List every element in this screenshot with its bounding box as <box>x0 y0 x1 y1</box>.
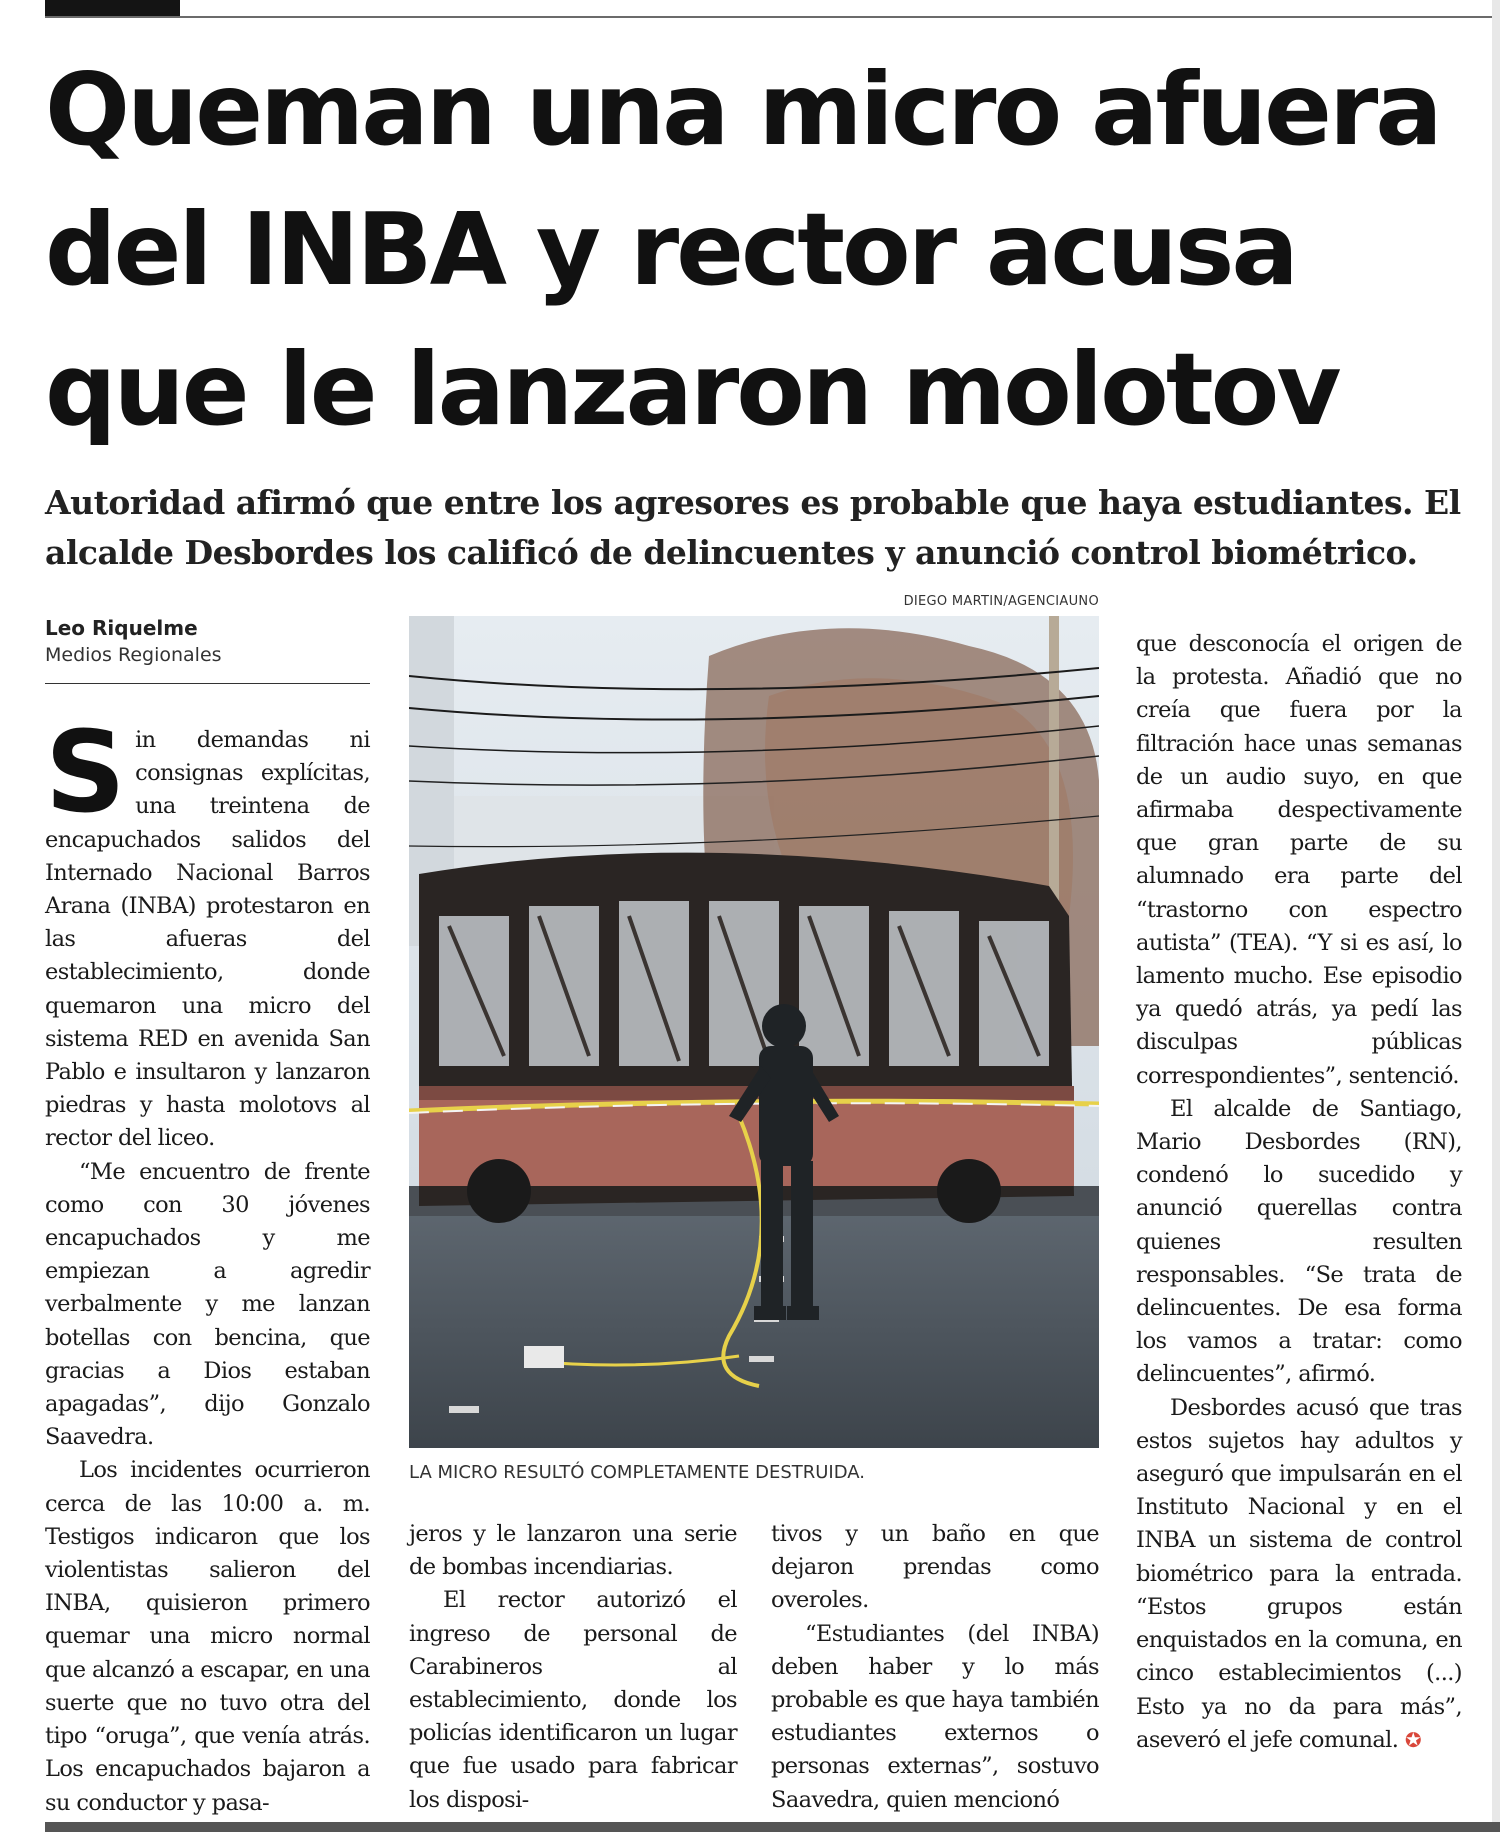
article-column-1 <box>45 708 370 1820</box>
article-paragraph: Los incidentes ocurrieron cerca de las 10:00 a. m. Testigos indicaron que los violentistas salieron del INBA, quisieron primero quemar una micro normal que alcanzó a escapar, en una suerte que no tuvo otra del tipo “oruga”, que venía atrás. Los encapuchados bajaron a su conductor y pasa- <box>45 1457 370 1816</box>
article-column-4 <box>1136 628 1462 1757</box>
article-paragraph: “Me encuentro de frente como con 30 jóvenes encapuchados y me empiezan a agredir verbalmente y me lanzan botellas con bencina, que gracias a Dios estaban apagadas”, dijo Gonzalo Saavedra. <box>45 1158 370 1451</box>
subheadline: Autoridad afirmó que entre los agresores es probable que haya estudiantes. El alcalde Desbordes los calificó de delincuentes y anunció control biométrico. <box>45 483 1461 572</box>
article-paragraph: “Estudiantes (del INBA) deben haber y lo más probable es que haya también estudiantes externos o personas externas”, sostuvo Saavedra, quien mencionó <box>771 1620 1099 1813</box>
top-rule <box>45 16 1500 18</box>
news-photo <box>409 616 1099 1448</box>
headline: Queman una micro afuera del INBA y rector acusa que le lanzaron molotov <box>45 51 1440 448</box>
article-column-2 <box>409 1518 737 1817</box>
byline-author: Leo Riquelme <box>45 616 198 640</box>
article-paragraph: jeros y le lanzaron una serie de bombas incendiarias. <box>409 1521 737 1581</box>
drop-cap: S <box>45 708 126 838</box>
photo-caption: LA MICRO RESULTÓ COMPLETAMENTE DESTRUIDA. <box>409 1462 865 1483</box>
byline <box>45 614 370 668</box>
burned-bus-photo <box>409 616 1099 1448</box>
page-edge <box>1492 0 1500 1832</box>
end-of-article-icon: ✪ <box>1404 1727 1422 1752</box>
bottom-rule <box>45 1822 1500 1832</box>
article-paragraph: que desconocía el origen de la protesta. Añadió que no creía que fuera por la filtración hace unas semanas de un audio suyo, en que afirmaba despectivamente que gran parte de su alumnado era parte del “trastorno con espectro autista” (TEA). “Y si es así, lo lamento mucho. Ese episodio ya quedó atrás, ya pedí las disculpas públicas correspondientes”, sentenció. <box>1136 631 1462 1089</box>
article-paragraph: El alcalde de Santiago, Mario Desbordes (RN), condenó lo sucedido y anunció querellas contra quienes resulten responsables. “Se trata de delincuentes. De esa forma los vamos a tratar: como delincuentes”, afirmó. <box>1136 1095 1462 1388</box>
article-paragraph: tivos y un baño en que dejaron prendas como overoles. <box>771 1521 1099 1614</box>
article-column-3 <box>771 1518 1099 1817</box>
byline-outlet: Medios Regionales <box>45 644 222 666</box>
byline-divider <box>45 683 370 684</box>
article-paragraph: Sin demandas ni consignas explícitas, una treintena de encapuchados salidos del Internado Nacional Barros Arana (INBA) protestaron en las afueras del establecimiento, donde quemaron una micro del sistema RED en avenida San Pablo e insultaron y lanzaron piedras y hasta molotovs al rector del liceo. <box>45 708 370 1152</box>
photo-credit: DIEGO MARTIN/AGENCIAUNO <box>903 594 1099 609</box>
article-paragraph: El rector autorizó el ingreso de personal de Carabineros al establecimiento, donde los policías identificaron un lugar que fue usado para fabricar los disposi- <box>409 1587 737 1813</box>
article-paragraph: Desbordes acusó que tras estos sujetos hay adultos y aseguró que impulsarán en el Instituto Nacional y en el INBA un sistema de control biométrico para la entrada. “Estos grupos están enquistados en la comuna, en cinco establecimientos (...) Esto ya no da para más”, aseveró el jefe comunal. ✪ <box>1136 1394 1462 1753</box>
